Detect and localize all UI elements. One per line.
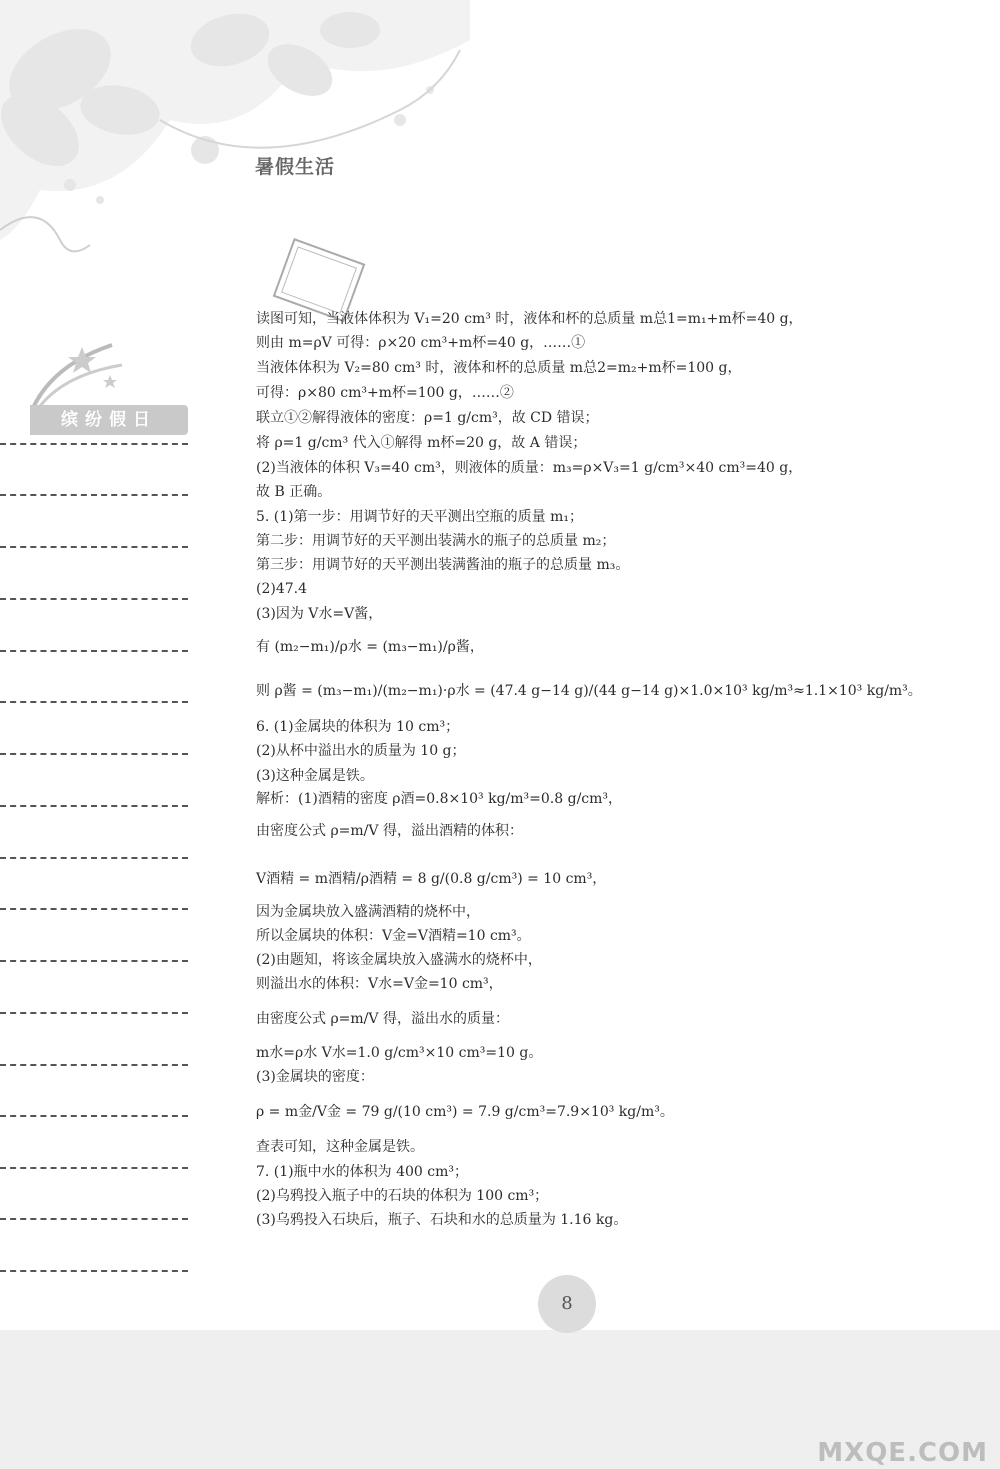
floral-decoration	[0, 0, 470, 260]
answer-line: 解析：(1)酒精的密度 ρ酒=0.8×10³ kg/m³=0.8 g/cm³，	[256, 791, 623, 807]
answer-line: (2)由题知，将该金属块放入盛满水的烧杯中，	[256, 952, 542, 968]
answer-line: 所以金属块的体积：V金=V酒精=10 cm³。	[256, 928, 531, 944]
answer-line: 由密度公式 ρ=m/V 得，溢出酒精的体积：	[256, 823, 523, 839]
answer-line: 读图可知，当液体体积为 V₁=20 cm³ 时，液体和杯的总质量 m总1=m₁+m杯=40 g，	[256, 311, 803, 327]
note-line	[0, 805, 188, 807]
note-line	[0, 494, 188, 496]
answer-line: (2)47.4	[256, 581, 308, 597]
answer-line: 可得：ρ×80 cm³+m杯=100 g，……②	[256, 385, 514, 401]
page-number: 8	[538, 1275, 596, 1333]
answer-line: (3)这种金属是铁。	[256, 768, 374, 784]
answer-line: 查表可知，这种金属是铁。	[256, 1139, 424, 1155]
note-line	[0, 598, 188, 600]
note-line	[0, 857, 188, 859]
note-line	[0, 443, 188, 445]
note-line	[0, 960, 188, 962]
note-line	[0, 753, 188, 755]
answer-line: 由密度公式 ρ=m/V 得，溢出水的质量：	[256, 1011, 509, 1027]
answer-line: 将 ρ=1 g/cm³ 代入①解得 m杯=20 g，故 A 错误；	[256, 435, 587, 451]
answer-line: (3)乌鸦投入石块后，瓶子、石块和水的总质量为 1.16 kg。	[256, 1212, 628, 1228]
answer-line: 第三步：用调节好的天平测出装满酱油的瓶子的总质量 m₃。	[256, 557, 630, 573]
answer-line: 则由 m=ρV 可得：ρ×20 cm³+m杯=40 g，……①	[256, 335, 586, 351]
answer-line: (2)当液体的体积 V₃=40 cm³，则液体的质量：m₃=ρ×V₃=1 g/cm³×40 cm³=40 g，	[256, 460, 803, 476]
note-line	[0, 546, 188, 548]
answer-line: 则溢出水的体积：V水=V金=10 cm³，	[256, 976, 503, 992]
answer-line: V酒精 = m酒精/ρ酒精 = 8 g/(0.8 g/cm³) = 10 cm³，	[256, 871, 607, 887]
note-line	[0, 1115, 188, 1117]
answer-line: 第二步：用调节好的天平测出装满水的瓶子的总质量 m₂；	[256, 533, 616, 549]
answer-line: 则 ρ酱 = (m₃−m₁)/(m₂−m₁)·ρ水 = (47.4 g−14 g)/(44 g−14 g)×1.0×10³ kg/m³≈1.1×10³ kg/m³。	[256, 683, 922, 699]
answer-line: (3)金属块的密度：	[256, 1069, 374, 1085]
answer-line: 当液体体积为 V₂=80 cm³ 时，液体和杯的总质量 m总2=m₂+m杯=100 g，	[256, 360, 742, 376]
star-decoration	[22, 335, 132, 415]
answer-line: 5. (1)第一步：用调节好的天平测出空瓶的质量 m₁；	[256, 509, 583, 525]
answer-line: ρ = m金/V金 = 79 g/(10 cm³) = 7.9 g/cm³=7.9×10³ kg/m³。	[256, 1104, 674, 1120]
note-line	[0, 1064, 188, 1066]
answer-line: 有 (m₂−m₁)/ρ水 = (m₃−m₁)/ρ酱，	[256, 639, 484, 655]
sidebar-banner-label: 缤纷假日	[61, 410, 157, 430]
answer-line: 联立①②解得液体的密度：ρ=1 g/cm³，故 CD 错误；	[256, 410, 599, 426]
answer-line: m水=ρ水 V水=1.0 g/cm³×10 cm³=10 g。	[256, 1045, 543, 1061]
note-line	[0, 701, 188, 703]
note-line	[0, 1270, 188, 1272]
watermark-text: MXQE.COM	[817, 1438, 988, 1468]
note-line	[0, 908, 188, 910]
note-line	[0, 1218, 188, 1220]
answer-line: (2)乌鸦投入瓶子中的石块的体积为 100 cm³；	[256, 1188, 549, 1204]
note-line	[0, 1012, 188, 1014]
answer-line: 6. (1)金属块的体积为 10 cm³；	[256, 719, 460, 735]
answer-line: (2)从杯中溢出水的质量为 10 g；	[256, 743, 466, 759]
answer-line: 因为金属块放入盛满酒精的烧杯中，	[256, 904, 480, 920]
answer-line: 故 B 正确。	[256, 484, 332, 500]
answer-line: (3)因为 V水=V酱，	[256, 606, 383, 622]
answer-line: 7. (1)瓶中水的体积为 400 cm³；	[256, 1164, 468, 1180]
sidebar-banner	[30, 405, 188, 435]
header-title: 暑假生活	[255, 156, 336, 178]
note-line	[0, 650, 188, 652]
note-line	[0, 1167, 188, 1169]
